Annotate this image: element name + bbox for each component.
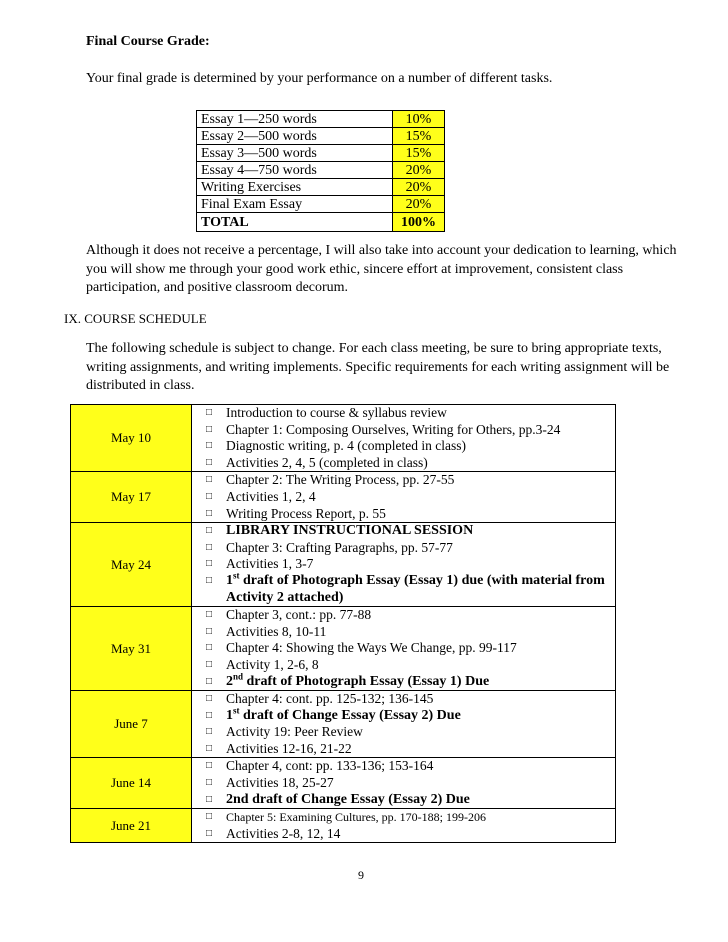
grade-total-row bbox=[197, 213, 445, 232]
checkbox-bullet-icon: □ bbox=[206, 490, 213, 502]
ordinal-suffix: nd bbox=[233, 670, 244, 681]
schedule-row bbox=[71, 405, 616, 472]
schedule-item bbox=[192, 472, 615, 489]
dedication-note: Although it does not receive a percentage, I will also take into account your dedication to learning, which you will show me through your good work ethic, sincere effort at improvement, consistent class participation, and positive classroom decorum. bbox=[86, 243, 677, 295]
schedule-item bbox=[192, 705, 615, 725]
checkbox-bullet-icon: □ bbox=[206, 574, 213, 586]
checkbox-bullet-icon: □ bbox=[206, 658, 213, 670]
grade-task: Essay 4—750 words bbox=[197, 162, 393, 179]
schedule-item bbox=[192, 724, 615, 741]
ordinal-number: 2 bbox=[226, 673, 233, 689]
schedule-item-text: Activities 8, 10-11 bbox=[226, 623, 327, 639]
schedule-item bbox=[192, 455, 615, 472]
schedule-item-text: Activities 18, 25-27 bbox=[226, 775, 334, 791]
schedule-row bbox=[71, 523, 616, 607]
schedule-item-text: Activity 1, 2-6, 8 bbox=[226, 656, 319, 672]
grade-percent: 15% bbox=[393, 145, 445, 162]
checkbox-bullet-icon: □ bbox=[206, 558, 213, 570]
schedule-row bbox=[71, 472, 616, 523]
schedule-item bbox=[192, 741, 615, 758]
checkbox-bullet-icon: □ bbox=[206, 693, 213, 705]
grade-row bbox=[197, 196, 445, 213]
schedule-items bbox=[192, 758, 616, 809]
checkbox-bullet-icon: □ bbox=[206, 474, 213, 486]
schedule-item bbox=[192, 624, 615, 641]
schedule-item bbox=[192, 540, 615, 557]
checkbox-bullet-icon: □ bbox=[206, 609, 213, 621]
schedule-item-text: Chapter 3: Crafting Paragraphs, pp. 57-77 bbox=[226, 539, 453, 555]
course-schedule-heading: IX. COURSE SCHEDULE bbox=[64, 311, 207, 326]
checkbox-bullet-icon: □ bbox=[206, 675, 213, 687]
schedule-item bbox=[192, 607, 615, 624]
schedule-item bbox=[192, 405, 615, 422]
grade-intro-text: Your final grade is determined by your performance on a number of different tasks. bbox=[86, 71, 553, 86]
schedule-item bbox=[192, 657, 615, 674]
checkbox-bullet-icon: □ bbox=[206, 742, 213, 754]
ordinal-suffix: st bbox=[233, 705, 240, 716]
schedule-intro-text: The following schedule is subject to change. For each class meeting, be sure to bring appropriate texts, writing assignments, and writing implements. Specific requirements for each writing assignment will be distributed in class. bbox=[86, 341, 670, 393]
ordinal-number: 1 bbox=[226, 572, 233, 588]
schedule-date: May 24 bbox=[71, 523, 192, 607]
checkbox-bullet-icon: □ bbox=[206, 811, 213, 823]
schedule-items bbox=[192, 691, 616, 758]
grade-total-label: TOTAL bbox=[197, 213, 393, 232]
grade-table bbox=[196, 110, 445, 232]
grade-row bbox=[197, 111, 445, 128]
schedule-date: June 14 bbox=[71, 758, 192, 809]
schedule-item bbox=[192, 438, 615, 455]
schedule-item-text: Chapter 4: Showing the Ways We Change, pp. 99-117 bbox=[226, 640, 517, 656]
schedule-item-text: Activities 2-8, 12, 14 bbox=[226, 825, 341, 841]
grade-percent: 20% bbox=[393, 196, 445, 213]
grade-task: Essay 2—500 words bbox=[197, 128, 393, 145]
schedule-item bbox=[192, 523, 615, 540]
schedule-item bbox=[192, 670, 615, 691]
schedule-row bbox=[71, 809, 616, 843]
checkbox-bullet-icon: □ bbox=[206, 407, 213, 418]
schedule-item-text: Activities 2, 4, 5 (completed in class) bbox=[226, 454, 428, 470]
schedule-item-text: Chapter 4: cont. pp. 125-132; 136-145 bbox=[226, 691, 434, 707]
checkbox-bullet-icon: □ bbox=[206, 709, 213, 721]
schedule-item-text: Activities 1, 2, 4 bbox=[226, 488, 316, 504]
final-grade-heading: Final Course Grade: bbox=[86, 34, 210, 49]
page-number: 9 bbox=[358, 868, 364, 882]
schedule-item bbox=[192, 809, 615, 826]
schedule-item bbox=[192, 826, 615, 843]
schedule-date: May 31 bbox=[71, 607, 192, 691]
checkbox-bullet-icon: □ bbox=[206, 760, 213, 772]
schedule-date: May 17 bbox=[71, 472, 192, 523]
schedule-item-text: draft of Photograph Essay (Essay 1) Due bbox=[243, 673, 490, 689]
schedule-item bbox=[192, 691, 615, 708]
grade-task: Final Exam Essay bbox=[197, 196, 393, 213]
checkbox-bullet-icon: □ bbox=[206, 726, 213, 738]
schedule-row bbox=[71, 607, 616, 691]
schedule-item bbox=[192, 422, 615, 439]
schedule-items bbox=[192, 472, 616, 523]
schedule-item bbox=[192, 506, 615, 523]
checkbox-bullet-icon: □ bbox=[206, 541, 213, 553]
schedule-items bbox=[192, 405, 616, 472]
schedule-item bbox=[192, 758, 615, 775]
schedule-item-text: Chapter 4, cont: pp. 133-136; 153-164 bbox=[226, 758, 434, 774]
grade-percent: 10% bbox=[393, 111, 445, 128]
schedule-item bbox=[192, 489, 615, 506]
grade-row bbox=[197, 162, 445, 179]
schedule-item-text: Chapter 1: Composing Ourselves, Writing for Others, pp.3-24 bbox=[226, 421, 561, 437]
grade-task: Writing Exercises bbox=[197, 179, 393, 196]
schedule-item-text: Chapter 2: The Writing Process, pp. 27-55 bbox=[226, 472, 455, 488]
checkbox-bullet-icon: □ bbox=[206, 507, 213, 519]
schedule-date: June 21 bbox=[71, 809, 192, 843]
schedule-row bbox=[71, 758, 616, 809]
checkbox-bullet-icon: □ bbox=[206, 456, 213, 468]
schedule-item-text: 2nd draft of Change Essay (Essay 2) Due bbox=[226, 791, 470, 807]
schedule-items bbox=[192, 523, 616, 607]
schedule-item-text: Activity 19: Peer Review bbox=[226, 724, 363, 740]
schedule-item-text: draft of Photograph Essay (Essay 1) due (with material from Activity 2 attached) bbox=[226, 572, 605, 605]
checkbox-bullet-icon: □ bbox=[206, 525, 213, 537]
ordinal-number: 1 bbox=[226, 707, 233, 723]
grade-task: Essay 3—500 words bbox=[197, 145, 393, 162]
schedule-row bbox=[71, 691, 616, 758]
checkbox-bullet-icon: □ bbox=[206, 625, 213, 637]
checkbox-bullet-icon: □ bbox=[206, 777, 213, 789]
grade-row bbox=[197, 179, 445, 196]
schedule-item-text: Writing Process Report, p. 55 bbox=[226, 505, 386, 521]
schedule-items bbox=[192, 607, 616, 691]
checkbox-bullet-icon: □ bbox=[206, 642, 213, 654]
schedule-date: May 10 bbox=[71, 405, 192, 472]
schedule-item bbox=[192, 640, 615, 657]
grade-percent: 20% bbox=[393, 179, 445, 196]
grade-row bbox=[197, 145, 445, 162]
schedule-table bbox=[70, 404, 616, 843]
grade-percent: 15% bbox=[393, 128, 445, 145]
schedule-items bbox=[192, 809, 616, 843]
grade-percent: 20% bbox=[393, 162, 445, 179]
schedule-item-text: draft of Change Essay (Essay 2) Due bbox=[239, 707, 461, 723]
schedule-item-text: Diagnostic writing, p. 4 (completed in class) bbox=[226, 438, 466, 454]
schedule-item-text: Activities 1, 3-7 bbox=[226, 556, 314, 572]
grade-task: Essay 1—250 words bbox=[197, 111, 393, 128]
schedule-item-text: Chapter 5: Examining Cultures, pp. 170-188; 199-206 bbox=[226, 810, 486, 825]
schedule-item-text: Introduction to course & syllabus review bbox=[226, 405, 447, 420]
checkbox-bullet-icon: □ bbox=[206, 827, 213, 839]
schedule-item bbox=[192, 792, 615, 809]
checkbox-bullet-icon: □ bbox=[206, 793, 213, 805]
schedule-item bbox=[192, 556, 615, 573]
checkbox-bullet-icon: □ bbox=[206, 423, 213, 435]
schedule-item-text: LIBRARY INSTRUCTIONAL SESSION bbox=[226, 523, 474, 539]
schedule-item-text: Activities 12-16, 21-22 bbox=[226, 740, 352, 756]
grade-total-percent: 100% bbox=[393, 213, 445, 232]
grade-row bbox=[197, 128, 445, 145]
schedule-item bbox=[192, 775, 615, 792]
checkbox-bullet-icon: □ bbox=[206, 440, 213, 452]
schedule-item-text: Chapter 3, cont.: pp. 77-88 bbox=[226, 607, 372, 623]
schedule-date: June 7 bbox=[71, 691, 192, 758]
ordinal-suffix: st bbox=[233, 570, 240, 581]
schedule-item bbox=[192, 570, 615, 606]
